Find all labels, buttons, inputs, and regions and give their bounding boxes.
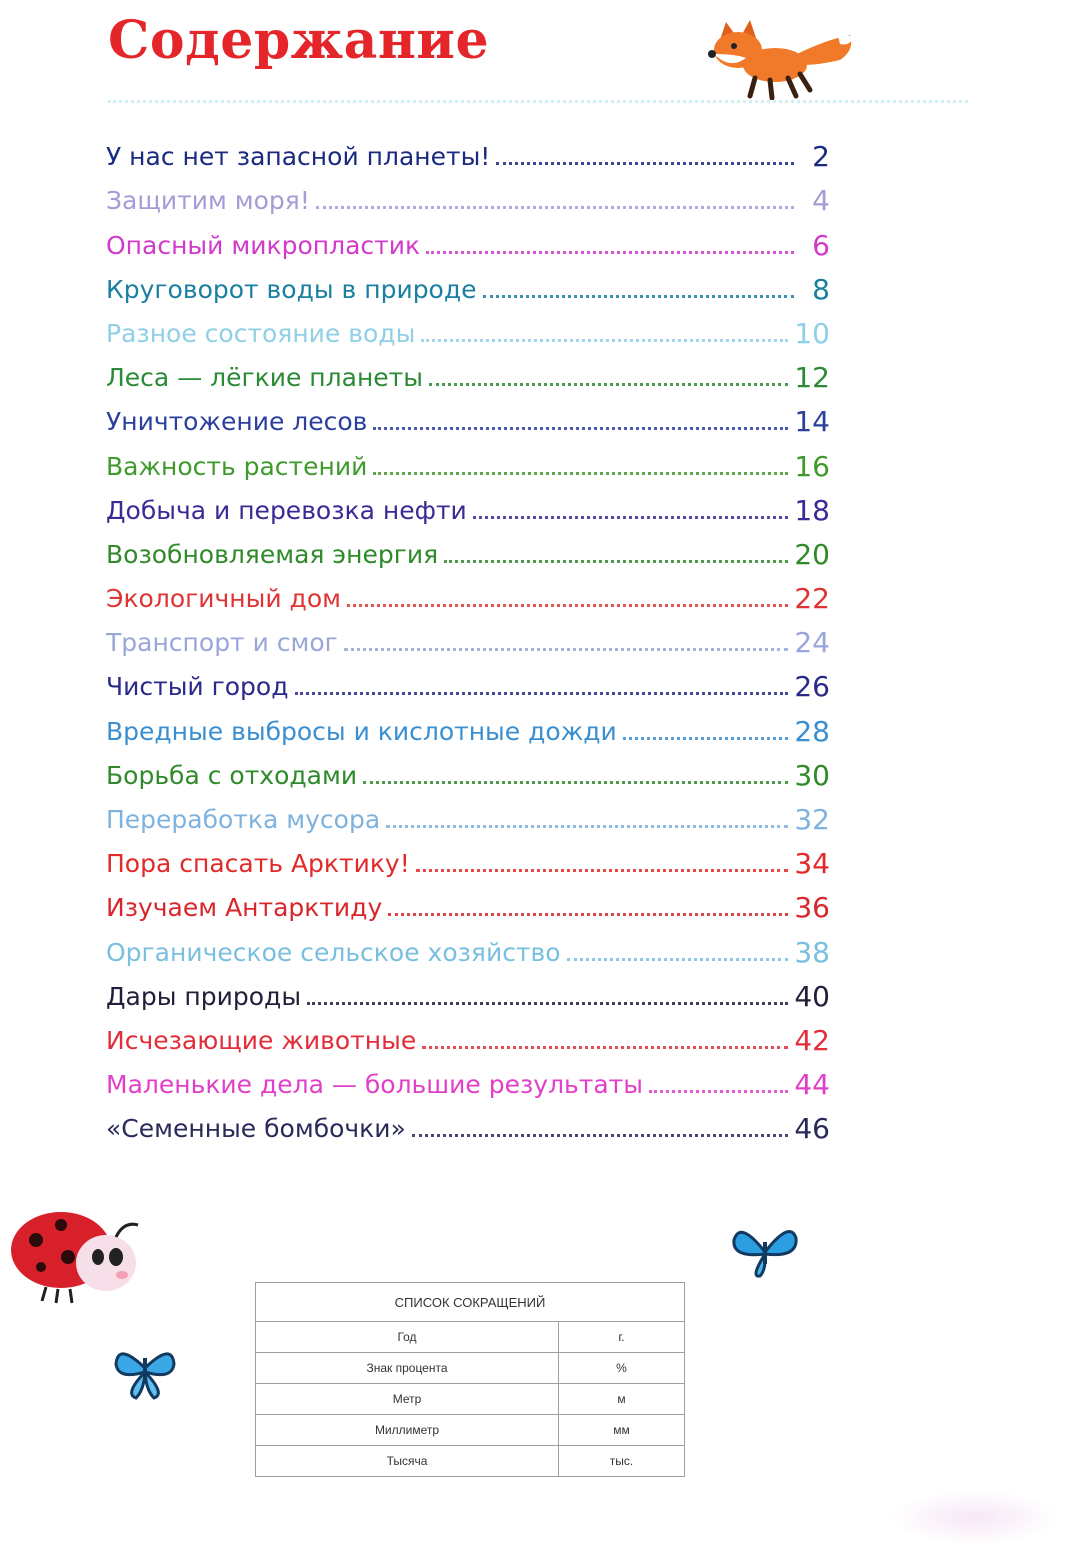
toc-entry-page: 12: [794, 361, 830, 395]
toc-entry[interactable]: [106, 261, 830, 305]
toc-entry-title: Круговорот воды в природе: [106, 274, 477, 304]
toc-entry-page: 28: [794, 714, 830, 748]
toc-dot-leader: [416, 869, 789, 872]
table-row: [256, 1446, 685, 1477]
toc-entry[interactable]: [106, 1012, 830, 1056]
toc-entry[interactable]: [106, 570, 830, 614]
toc-entry-page: 36: [794, 891, 830, 925]
abbreviation-term: Метр: [256, 1384, 559, 1415]
toc-entry-page: 26: [794, 670, 830, 704]
toc-entry[interactable]: [106, 172, 830, 216]
toc-entry-page: 2: [812, 140, 830, 174]
toc-entry[interactable]: [106, 1100, 830, 1144]
toc-entry-page: 4: [812, 184, 830, 218]
toc-entry-page: 38: [794, 935, 830, 969]
toc-entry-page: 32: [794, 803, 830, 836]
toc-entry[interactable]: [106, 791, 830, 835]
toc-dot-leader: [373, 427, 788, 430]
table-row: [256, 1353, 685, 1384]
toc-entry-title: Уничтожение лесов: [106, 407, 368, 437]
toc-entry-title: Борьба с отходами: [106, 760, 358, 790]
toc-entry-title: Дары природы: [106, 981, 302, 1011]
toc-entry[interactable]: [106, 526, 830, 570]
fox-illustration: [700, 10, 860, 100]
table-of-contents: [106, 128, 830, 1144]
toc-dot-leader: [623, 737, 789, 740]
toc-entry-page: 6: [812, 228, 830, 262]
toc-entry-title: Исчезающие животные: [106, 1025, 417, 1055]
toc-entry-page: 30: [794, 758, 830, 792]
toc-entry-title: Транспорт и смог: [106, 628, 338, 658]
toc-dot-leader: [388, 913, 788, 916]
toc-entry-title: Чистый город: [106, 672, 289, 702]
toc-entry-title: Защитим моря!: [106, 186, 310, 216]
toc-entry[interactable]: [106, 702, 830, 746]
toc-dot-leader: [496, 162, 794, 165]
toc-entry-title: Разное состояние воды: [106, 318, 416, 348]
toc-entry[interactable]: [106, 482, 830, 526]
abbreviations-table: [255, 1282, 685, 1477]
toc-entry-page: 18: [794, 493, 830, 527]
toc-entry[interactable]: [106, 305, 830, 349]
toc-dot-leader: [421, 339, 788, 342]
toc-entry-title: Добыча и перевозка нефти: [106, 495, 467, 525]
toc-entry-title: У нас нет запасной планеты!: [106, 142, 491, 172]
ladybug-illustration: [6, 1195, 146, 1305]
toc-entry-title: Возобновляемая энергия: [106, 539, 439, 569]
title-divider: [108, 100, 968, 103]
abbreviation-value: мм: [559, 1415, 685, 1446]
toc-entry-page: 20: [794, 537, 830, 571]
toc-entry-page: 16: [794, 449, 830, 483]
toc-entry-page: 8: [812, 272, 830, 306]
toc-entry[interactable]: [106, 349, 830, 393]
toc-entry[interactable]: [106, 393, 830, 437]
butterfly-icon: [730, 1218, 800, 1282]
toc-entry-title: Переработка мусора: [106, 805, 381, 834]
toc-entry-title: Маленькие дела — большие результаты: [106, 1070, 643, 1100]
toc-entry-page: 24: [794, 626, 830, 660]
table-row: [256, 1322, 685, 1353]
toc-entry-title: Опасный микропластик: [106, 230, 421, 260]
toc-entry[interactable]: [106, 437, 830, 481]
toc-entry[interactable]: [106, 1056, 830, 1100]
toc-dot-leader: [344, 648, 789, 651]
toc-entry[interactable]: [106, 658, 830, 702]
toc-dot-leader: [295, 692, 789, 695]
toc-entry-title: Экологичный дом: [106, 584, 341, 614]
toc-entry-page: 22: [794, 582, 830, 616]
toc-entry-title: Органическое сельское хозяйство: [106, 937, 561, 967]
table-row: [256, 1384, 685, 1415]
butterfly-icon: [110, 1338, 180, 1402]
toc-dot-leader: [347, 604, 788, 607]
abbreviation-value: %: [559, 1353, 685, 1384]
toc-entry-title: Леса — лёгкие планеты: [106, 363, 423, 393]
table-row: [256, 1415, 685, 1446]
toc-entry-title: «Семенные бомбочки»: [106, 1114, 406, 1144]
abbreviation-value: тыс.: [559, 1446, 685, 1477]
toc-dot-leader: [422, 1046, 788, 1049]
toc-dot-leader: [412, 1134, 789, 1137]
abbreviation-term: Миллиметр: [256, 1415, 559, 1446]
toc-entry-title: Важность растений: [106, 451, 368, 481]
toc-dot-leader: [483, 295, 794, 298]
toc-dot-leader: [307, 1002, 788, 1005]
abbreviations-heading: СПИСОК СОКРАЩЕНИЙ: [256, 1283, 685, 1322]
toc-entry[interactable]: [106, 216, 830, 260]
toc-entry[interactable]: [106, 747, 830, 791]
toc-entry[interactable]: [106, 835, 830, 879]
toc-entry-page: 34: [794, 847, 830, 881]
toc-entry-page: 10: [794, 316, 830, 350]
toc-entry-title: Изучаем Антарктиду: [106, 893, 383, 923]
toc-entry[interactable]: [106, 879, 830, 923]
toc-dot-leader: [649, 1090, 788, 1093]
abbreviation-value: г.: [559, 1322, 685, 1353]
page-title: Содержание: [108, 10, 490, 71]
toc-entry-page: 14: [794, 405, 830, 439]
toc-dot-leader: [316, 206, 794, 209]
toc-dot-leader: [363, 781, 788, 784]
abbreviation-term: Год: [256, 1322, 559, 1353]
toc-dot-leader: [426, 251, 794, 254]
toc-entry[interactable]: [106, 968, 830, 1012]
toc-dot-leader: [386, 825, 788, 828]
toc-entry-page: 44: [794, 1068, 830, 1102]
abbreviation-term: Тысяча: [256, 1446, 559, 1477]
abbreviation-value: м: [559, 1384, 685, 1415]
toc-dot-leader: [567, 958, 789, 961]
toc-dot-leader: [373, 472, 788, 475]
abbreviation-term: Знак процента: [256, 1353, 559, 1384]
toc-dot-leader: [473, 516, 789, 519]
toc-entry-page: 40: [794, 979, 830, 1013]
decorative-glow: [890, 1490, 1060, 1545]
toc-dot-leader: [429, 383, 788, 386]
toc-dot-leader: [444, 560, 788, 563]
toc-entry-title: Вредные выбросы и кислотные дожди: [106, 716, 617, 746]
toc-entry-title: Пора спасать Арктику!: [106, 849, 410, 879]
toc-entry-page: 42: [794, 1023, 830, 1057]
toc-entry[interactable]: [106, 923, 830, 967]
toc-entry[interactable]: [106, 128, 830, 172]
toc-entry[interactable]: [106, 614, 830, 658]
toc-entry-page: 46: [794, 1112, 830, 1146]
